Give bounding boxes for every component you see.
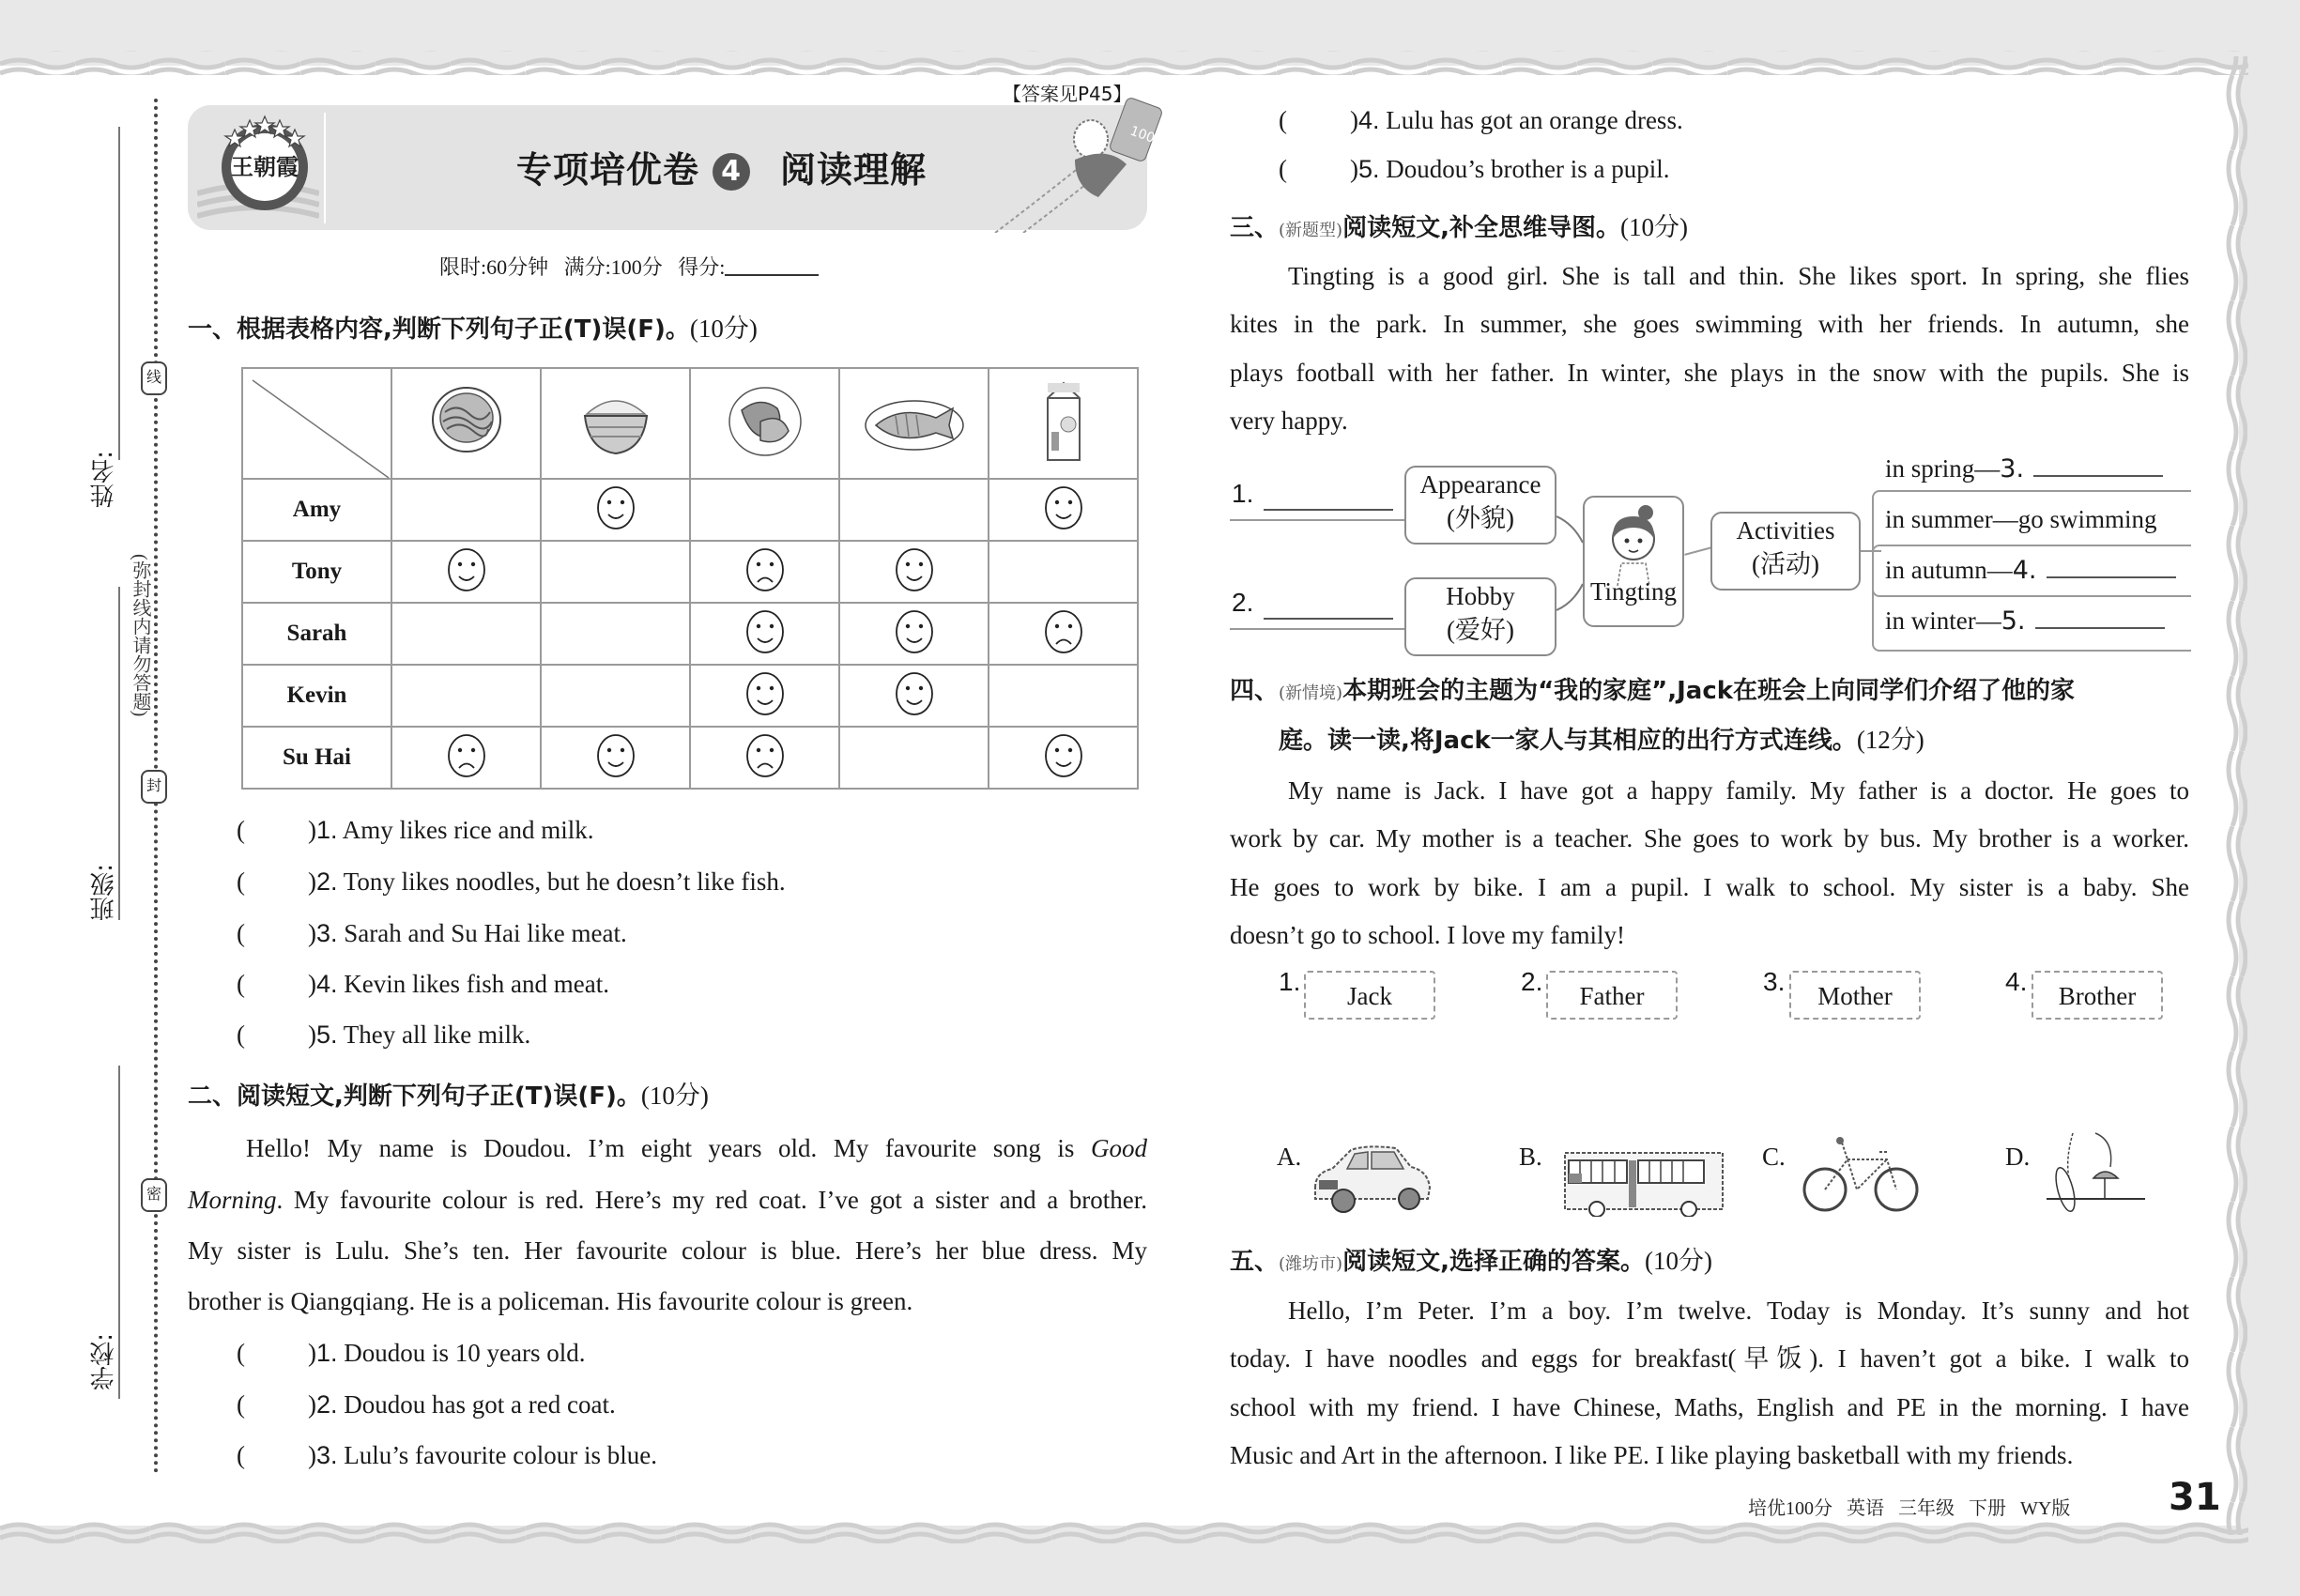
family-box-brother[interactable]: Brother — [2032, 971, 2163, 1020]
food-meat-cell — [690, 368, 839, 479]
s3-passage-line-1: Tingting is a good girl. She is tall and thin. She likes sport. In spring, she flies — [1288, 262, 2189, 290]
s2-question-4: ( )4. Lulu has got an orange dress. — [1279, 106, 1683, 134]
mm-appearance-label: Appearance — [1419, 470, 1541, 499]
table-corner-cell — [242, 368, 391, 479]
section5-points: (10分) — [1644, 1247, 1712, 1275]
bicycle-icon[interactable] — [1802, 1131, 1920, 1216]
mm-blank3-line[interactable] — [2033, 453, 2163, 477]
smiley-face-icon — [1043, 732, 1084, 779]
seal-mark-mi: 密 — [141, 1178, 167, 1212]
car-icon[interactable] — [1310, 1141, 1436, 1216]
sad-face-icon — [446, 732, 487, 779]
mark-cell — [690, 727, 839, 789]
s2-passage-line-1: Hello! My name is Doudou. I’m eight years old. My favourite song is Good — [246, 1134, 1147, 1162]
smiley-face-icon — [1043, 484, 1084, 531]
smiley-face-icon — [744, 670, 786, 717]
mascot-icon — [986, 94, 1164, 233]
exam-meta-text: 限时:60分钟 满分:100分 得分: — [439, 255, 726, 279]
mm-center-box — [1583, 496, 1684, 627]
mark-cell — [989, 479, 1138, 541]
mark-cell — [839, 479, 989, 541]
girl-avatar-icon — [1601, 501, 1666, 586]
answer-paren[interactable]: ( — [237, 867, 245, 896]
answer-paren[interactable]: ( — [1279, 155, 1287, 183]
family-box-jack[interactable]: Jack — [1304, 971, 1435, 1020]
rice-icon — [574, 384, 658, 459]
page-title — [516, 141, 927, 192]
table-row — [242, 603, 1138, 665]
row-name: Kevin — [242, 665, 391, 727]
mark-cell — [989, 541, 1138, 603]
answer-paren[interactable]: ( — [237, 1441, 245, 1469]
sad-face-icon — [744, 546, 786, 593]
mark-cell — [541, 479, 690, 541]
mark-cell — [690, 603, 839, 665]
answer-paren[interactable]: ( — [237, 970, 245, 998]
s2-question-1: ( )1. Doudou is 10 years old. — [237, 1339, 586, 1367]
exam-meta — [439, 252, 819, 281]
s3-passage-line-3: plays football with her father. In winter, she plays in the snow with the pupils. She is — [1230, 359, 2189, 387]
smiley-face-icon — [595, 484, 636, 531]
mark-cell — [391, 541, 541, 603]
answer-paren[interactable]: ( — [1279, 106, 1287, 134]
banner-divider — [324, 113, 326, 223]
s1-question-4: ( )4. Kevin likes fish and meat. — [237, 970, 609, 998]
option-letter-b: B. — [1519, 1143, 1542, 1171]
page-number: 31 — [2169, 1476, 2221, 1519]
smiley-face-icon — [446, 546, 487, 593]
mm-activities-label: Activities — [1736, 516, 1835, 545]
seal-mark-xian: 线 — [141, 361, 167, 395]
section4-heading — [1230, 675, 2075, 710]
title-suffix: 阅读理解 — [780, 149, 928, 191]
s2-question-3: ( )3. Lulu’s favourite colour is blue. — [237, 1441, 657, 1469]
mm-blank1-line[interactable] — [1264, 509, 1393, 511]
answer-paren[interactable]: ( — [237, 1339, 245, 1367]
school-label: 学校: — [90, 1333, 118, 1390]
row-name: Tony — [242, 541, 391, 603]
section5-prefix: 五、 — [1230, 1248, 1280, 1276]
mind-map — [1230, 451, 2192, 652]
s5-passage-line-3: school with my friend. I have Chinese, Maths, English and PE in the morning. I have — [1230, 1393, 2189, 1421]
mark-cell — [989, 665, 1138, 727]
title-number-badge: 4 — [713, 153, 750, 191]
food-fish-cell — [839, 368, 989, 479]
footer-info: 培优100分 英语 三年级 下册 WY版 — [1748, 1498, 2071, 1519]
mm-blank2-line[interactable] — [1264, 618, 1393, 620]
table-header-row — [242, 368, 1138, 479]
s4-passage-line-3: He goes to work by bike. I am a pupil. I walk to school. My sister is a baby. She — [1230, 873, 2189, 901]
answer-paren[interactable]: ( — [237, 1021, 245, 1049]
family-num-2: 2. — [1521, 967, 1543, 996]
section4-heading-line2: 庭。读一读,将Jack一家人与其相应的出行方式连线。 — [1279, 727, 1857, 755]
option-letter-d: D. — [2005, 1143, 2031, 1171]
s3-passage-line-4: very happy. — [1230, 407, 1348, 435]
section3-points: (10分) — [1619, 213, 1688, 241]
mark-cell — [541, 603, 690, 665]
smiley-face-icon — [894, 546, 935, 593]
mark-cell — [391, 603, 541, 665]
mm-curves — [1556, 498, 1585, 629]
option-letter-a: A. — [1277, 1143, 1302, 1171]
table-row — [242, 541, 1138, 603]
mm-blank2-num: 2. — [1232, 588, 1254, 617]
seal-notice: (弥封线内请勿答题) — [130, 554, 150, 717]
mm-center-label: Tingting — [1589, 577, 1678, 606]
s4-passage-line-1: My name is Jack. I have got a happy family. My father is a doctor. He goes to — [1288, 776, 2189, 805]
mm-blank4-line[interactable] — [2047, 554, 2176, 578]
class-label: 班级: — [90, 864, 118, 921]
milk-carton-icon — [1040, 379, 1087, 464]
s1-question-3: ( )3. Sarah and Su Hai like meat. — [237, 919, 627, 947]
s2-question-2: ( )2. Doudou has got a red coat. — [237, 1390, 616, 1419]
mark-cell — [391, 727, 541, 789]
section5-tag: (潍坊市) — [1279, 1254, 1343, 1274]
svg-text:100: 100 — [1127, 123, 1158, 146]
answer-reference: 【答案见P45】 — [1003, 83, 1132, 105]
walking-feet-icon[interactable] — [2047, 1131, 2150, 1216]
section3-prefix: 三、 — [1230, 214, 1280, 242]
seal-mark-feng: 封 — [141, 770, 167, 804]
mm-branch-autumn: in autumn—4. — [1885, 554, 2176, 587]
name-blank-line — [118, 127, 120, 460]
family-num-3: 3. — [1763, 967, 1786, 996]
mark-cell — [839, 665, 989, 727]
mm-branch-summer: in summer—go swimming — [1885, 505, 2157, 533]
s5-passage-line-1: Hello, I’m Peter. I’m a boy. I’m twelve. Today is Monday. It’s sunny and hot — [1288, 1297, 2189, 1325]
s2-passage-line-2: Morning. My favourite colour is red. Here’s my red coat. I’ve got a sister and a brother. — [188, 1186, 1147, 1214]
smiley-face-icon — [894, 670, 935, 717]
section3-tag: (新题型) — [1279, 221, 1343, 240]
section5-heading — [1230, 1245, 1712, 1281]
section4-tag: (新情境) — [1279, 683, 1343, 703]
fish-icon — [863, 384, 966, 459]
mark-cell — [839, 541, 989, 603]
s5-passage-line-2: today. I have noodles and eggs for breakfast(早饭). I haven’t got a bike. I walk to — [1230, 1344, 2189, 1373]
section4-prefix: 四、 — [1230, 677, 1280, 705]
s2-passage-line-4: brother is Qiangqiang. He is a policeman. His favourite colour is green. — [188, 1287, 913, 1315]
s3-passage-line-2: kites in the park. In summer, she goes swimming with her friends. In autumn, she — [1230, 310, 2189, 338]
mark-cell — [690, 665, 839, 727]
section4-heading-line1: 本期班会的主题为“我的家庭”,Jack在班会上向同学们介绍了他的家 — [1342, 677, 2076, 705]
row-name: Su Hai — [242, 727, 391, 789]
section2-heading-text: 二、阅读短文,判断下列句子正(T)误(F)。 — [188, 1082, 641, 1111]
section2-points: (10分) — [640, 1082, 709, 1110]
section1-points: (10分) — [689, 315, 758, 343]
meat-icon — [723, 384, 807, 459]
table-row — [242, 727, 1138, 789]
sad-face-icon — [1043, 608, 1084, 655]
smiley-face-icon — [894, 608, 935, 655]
row-name: Sarah — [242, 603, 391, 665]
family-box-mother[interactable]: Mother — [1789, 971, 1921, 1020]
section3-heading — [1230, 211, 1688, 247]
family-box-father[interactable]: Father — [1546, 971, 1678, 1020]
table-row — [242, 665, 1138, 727]
row-name: Amy — [242, 479, 391, 541]
mark-cell — [541, 541, 690, 603]
food-rice-cell — [541, 368, 690, 479]
noodles-icon — [424, 384, 509, 459]
publisher-logo-icon — [197, 111, 319, 225]
mark-cell — [839, 727, 989, 789]
food-preference-table — [241, 367, 1139, 790]
s2-question-5: ( )5. Doudou’s brother is a pupil. — [1279, 155, 1670, 183]
mark-cell — [690, 541, 839, 603]
section2-heading — [188, 1080, 709, 1113]
s4-passage-line-4: doesn’t go to school. I love my family! — [1230, 921, 1625, 949]
section4-heading-cont — [1279, 724, 1924, 757]
food-noodles-cell — [391, 368, 541, 479]
title-prefix: 专项培优卷 — [516, 149, 700, 191]
s1-question-2: ( )2. Tony likes noodles, but he doesn’t like fish. — [237, 867, 786, 896]
mark-cell — [541, 727, 690, 789]
bus-icon[interactable] — [1563, 1143, 1732, 1217]
diagonal-divider — [243, 369, 392, 480]
mm-blank5-line[interactable] — [2035, 605, 2165, 629]
section3-heading-text: 阅读短文,补全思维导图。 — [1342, 214, 1620, 242]
s5-passage-line-4: Music and Art in the afternoon. I like PE. I like playing basketball with my friends. — [1230, 1441, 2074, 1469]
answer-paren[interactable]: ( — [237, 1390, 245, 1419]
answer-paren[interactable]: ( — [237, 816, 245, 844]
section1-heading — [188, 313, 758, 345]
mm-hobby-label: Hobby — [1446, 582, 1515, 610]
mm-appearance-box — [1404, 466, 1556, 545]
option-letter-c: C. — [1762, 1143, 1786, 1171]
score-blank[interactable] — [725, 257, 819, 276]
mm-appearance-cn: (外貌) — [1447, 504, 1514, 532]
mm-connector — [1230, 519, 1404, 521]
mm-hobby-box — [1404, 577, 1556, 656]
mm-hobby-cn: (爱好) — [1447, 616, 1514, 644]
mm-branch-spring: in spring—3. — [1885, 453, 2163, 485]
mark-cell — [391, 665, 541, 727]
section5-heading-text: 阅读短文,选择正确的答案。 — [1342, 1248, 1645, 1276]
family-num-1: 1. — [1279, 967, 1301, 996]
s2-passage-line-3: My sister is Lulu. She’s ten. Her favourite colour is blue. Here’s her blue dress. My — [188, 1236, 1147, 1265]
family-num-4: 4. — [2005, 967, 2028, 996]
mm-connector — [1684, 546, 1711, 556]
mark-cell — [541, 665, 690, 727]
mark-cell — [690, 479, 839, 541]
smiley-face-icon — [595, 732, 636, 779]
mm-connector — [1230, 628, 1404, 630]
mm-activities-cn: (活动) — [1752, 550, 1819, 578]
mm-blank1-num: 1. — [1232, 479, 1254, 508]
mark-cell — [989, 603, 1138, 665]
s1-question-1: ( )1. Amy likes rice and milk. — [237, 816, 594, 844]
sad-face-icon — [744, 732, 786, 779]
mm-branch-winter: in winter—5. — [1885, 605, 2165, 637]
s4-passage-line-2: work by car. My mother is a teacher. She goes to work by bus. My brother is a worker. — [1230, 824, 2189, 852]
smiley-face-icon — [744, 608, 786, 655]
svg-text:王朝霞: 王朝霞 — [231, 153, 299, 180]
mark-cell — [989, 727, 1138, 789]
section1-heading-text: 一、根据表格内容,判断下列句子正(T)误(F)。 — [188, 315, 690, 344]
mm-activities-box — [1710, 512, 1861, 591]
section4-points: (12分) — [1856, 726, 1924, 754]
table-row — [242, 479, 1138, 541]
mark-cell — [391, 479, 541, 541]
s1-question-5: ( )5. They all like milk. — [237, 1021, 531, 1049]
mark-cell — [839, 603, 989, 665]
answer-paren[interactable]: ( — [237, 919, 245, 947]
name-label: 姓名: — [90, 451, 118, 508]
food-milk-cell — [989, 368, 1138, 479]
